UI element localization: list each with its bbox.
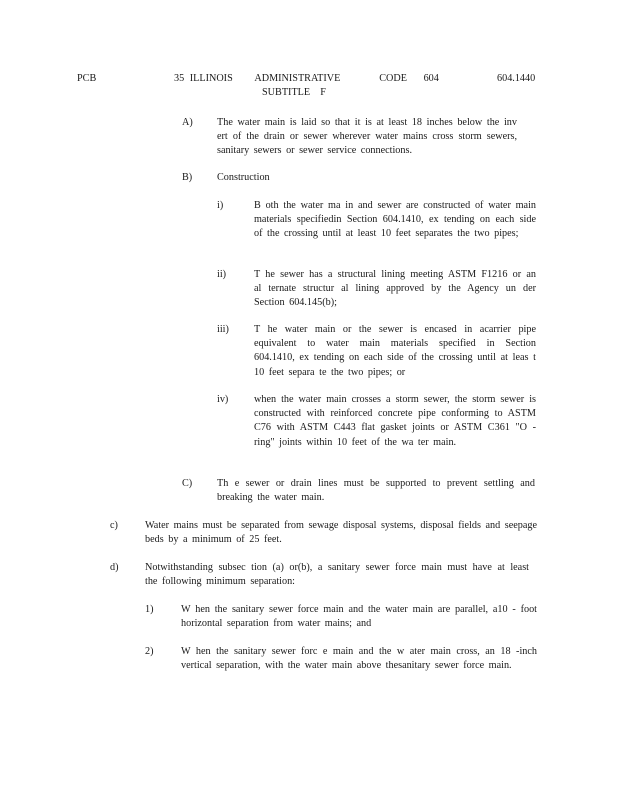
item-A-text: The water main is laid so that it is at least 18 inches below the inv ert of the drain or sewer wherever water mains cross storm sewers, sanitary sewers or sewer service connections.: [217, 117, 517, 157]
item-B-i-label: i): [217, 200, 224, 211]
item-B-iii-text: T he water main or the sewer is encased in acarrier pipe equivalent to water main materials specified in Section 604.1410, ex tending on each side of the crossing until at leas t 10 feet separa te the two pipes; or: [254, 324, 536, 378]
item-C-text: Th e sewer or drain lines must be supported to prevent settling and breaking the water main.: [217, 478, 535, 504]
item-d-2-label: 2): [145, 646, 154, 657]
item-B-iii-label: iii): [217, 324, 229, 335]
item-B-label: B): [182, 172, 193, 183]
item-c-label: c): [110, 520, 118, 531]
item-B-text: Construction: [217, 172, 270, 183]
item-B-i-text: B oth the water ma in and sewer are constructed of water main materials specifiedin Section 604.1410, ex tending on each side of the crossing until at least 10 feet separates the two pipes;: [254, 200, 536, 240]
header-title-line1: 35 ILLINOIS ADMINISTRATIVE CODE 604: [174, 73, 439, 84]
item-B-ii-label: ii): [217, 269, 227, 280]
header-title-line2: SUBTITLE F: [262, 87, 326, 99]
item-d-2-text: W hen the sanitary sewer forc e main and the w ater main cross, an 18 -inch vertical separation, with the water main above thesanitary sewer force main.: [181, 646, 537, 672]
item-d-label: d): [110, 562, 119, 573]
item-B-iv-text: when the water main crosses a storm sewer, the storm sewer is constructed with reinforced concrete pipe conforming to ASTM C76 with ASTM C443 flat gasket joints or ASTM C361 "O -ring" joints within 10 feet of the wa ter main.: [254, 394, 536, 448]
header-section-number: 604.1440: [497, 73, 536, 84]
header-title: [174, 72, 439, 100]
item-B-ii-text: T he sewer has a structural lining meeting ASTM F1216 or an al ternate structur al lining approved by the Agency un der Section 604.145(b);: [254, 269, 536, 309]
item-d-1-text: W hen the sanitary sewer force main and the water main are parallel, a10 - foot horizontal separation from water mains; and: [181, 604, 537, 630]
item-d-text: Notwithstanding subsec tion (a) or(b), a sanitary sewer force main must have at least the following minimum separation:: [145, 562, 529, 588]
item-C-label: C): [182, 478, 193, 489]
item-A-label: A): [182, 117, 193, 128]
item-c-text: Water mains must be separated from sewage disposal systems, disposal fields and seepage beds by a minimum of 25 feet.: [145, 520, 537, 546]
header-agency: PCB: [77, 73, 97, 84]
item-B-iv-label: iv): [217, 394, 229, 405]
item-d-1-label: 1): [145, 604, 154, 615]
